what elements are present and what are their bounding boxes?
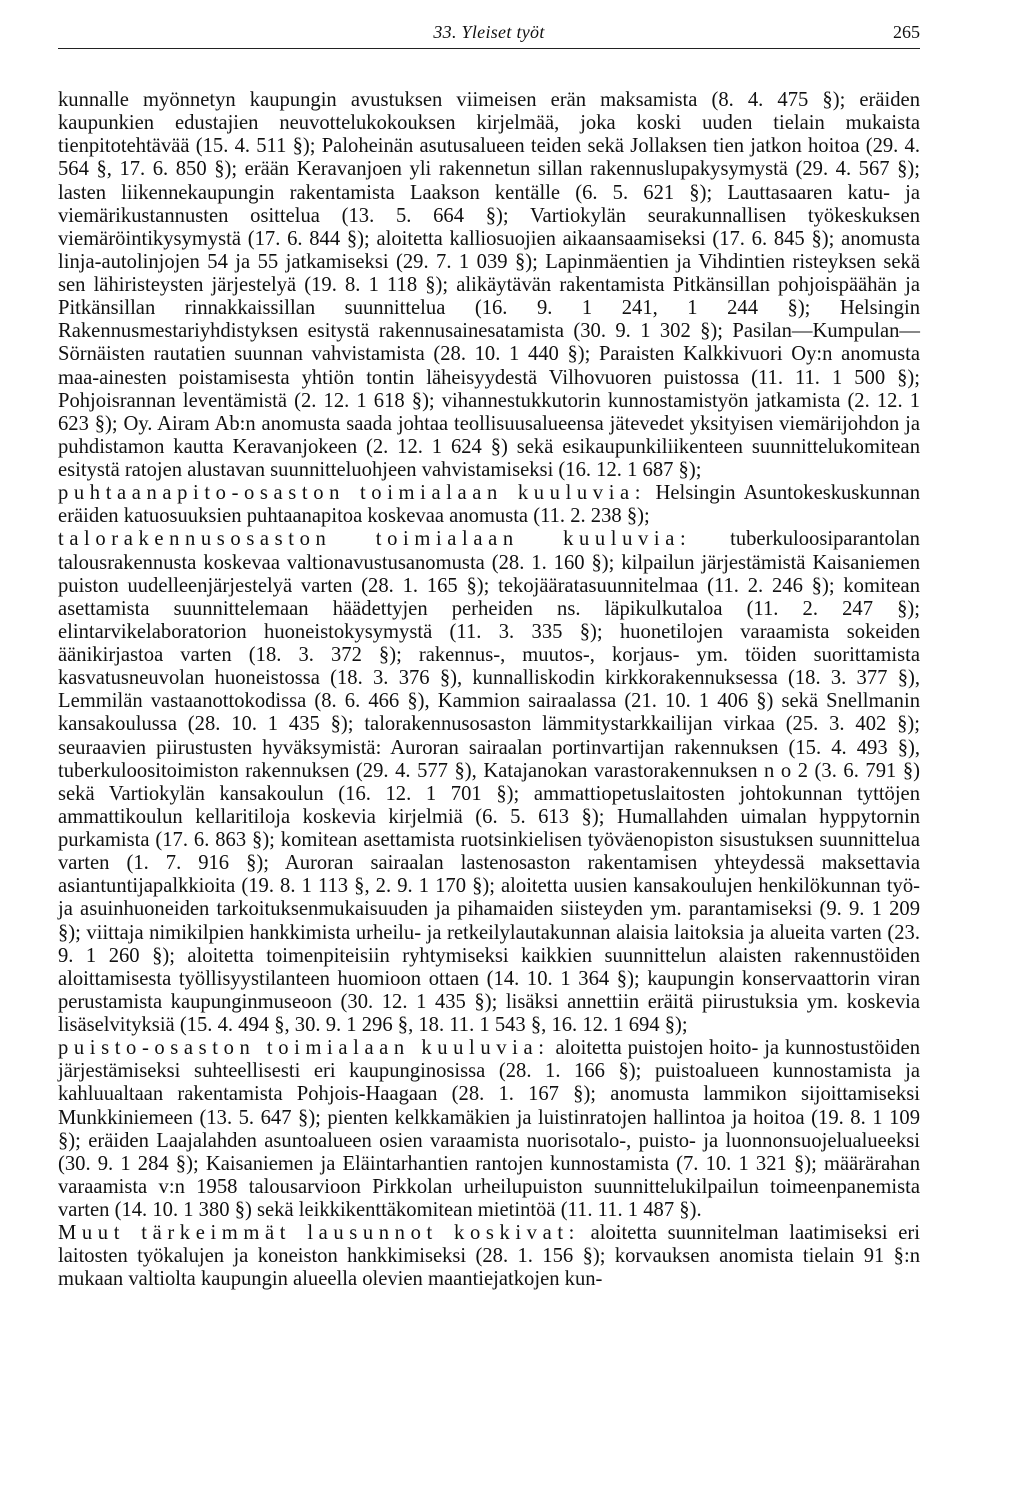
running-header: [58, 18, 920, 49]
section-lead: puhtaanapito-osaston toimialaan kuuluvia:: [58, 482, 647, 505]
document-page: [58, 18, 920, 1292]
paragraph-text: aloitetta puistojen hoito- ja kunnostustöiden järjestämiseksi suhteellisesti eri kaupunginosissa (28. 1. 166 §); puistoalueen kunnostamista ja kahluualtaan rakentamista Pohjois-Haagaan (28. 1. 167 §); anomusta lammikon sijoittamiseksi Munkkiniemeen (13. 5. 647 §); pienten kelkkamäkien ja luistinratojen hallintoa ja hoitoa (19. 8. 1 109 §); eräiden Laajalahden asuntoalueen osien varaamista nuorisotalo-, puisto- ja luonnonsuojelualueeksi (30. 9. 1 284 §); Kaisaniemen ja Eläintarhantien rantojen kunnostamista (7. 10. 1 321 §); määrärahan varaamista v:n 1958 talousarvioon Pirkkolan urheilupuiston suunnittelukilpailun toimeenpanemista varten (14. 10. 1 380 §) sekä leikkikenttäkomitean mietintöä (11. 11. 1 487 §).: [58, 1037, 920, 1221]
paragraph-1: [58, 89, 920, 482]
section-lead: talorakennusosaston toimialaan kuuluvia:: [58, 528, 692, 551]
paragraph-text: kunnalle myönnetyn kaupungin avustuksen viimeisen erän maksamista (8. 4. 475 §); eräiden kaupunkien edustajien neuvottelukokouksen kirjelmää, joka koski uuden tielain mukaista tienpitotehtävää (15. 4. 511 §); Paloheinän asutusalueen teiden sekä Jollaksen tien jatkon hoitoa (29. 4. 564 §, 17. 6. 850 §); erään Keravanjoen yli rakennetun sillan rakennuslupakysymystä (29. 4. 567 §); lasten liikennekaupungin rakentamista Laakson kentälle (6. 5. 621 §); Lauttasaaren katu- ja viemärikustannusten osittelua (13. 5. 664 §); Vartiokylän seurakunnallisen työkeskuksen viemäröintikysymystä (17. 6. 844 §); aloitetta kalliosuojien aikaansaamiseksi (17. 6. 845 §); anomusta linja-autolinjojen 54 ja 55 jatkamiseksi (29. 7. 1 039 §); Lapinmäentien ja Vihdintien risteyksen sekä sen lähiristeysten järjestelyä (19. 8. 1 118 §); alikäytävän rakentamista Pitkänsillan pohjoispäähän ja Pitkänsillan rinnakkaissillan suunnittelua (16. 9. 1 241, 1 244 §); Helsingin Rakennusmestariyhdistyksen esitystä rakennusainesatamista (30. 9. 1 302 §); Pasilan—Kumpulan—Sörnäisten rautatien suunnan vahvistamista (28. 10. 1 440 §); Paraisten Kalkkivuori Oy:n anomusta maa-ainesten poistamisesta yhtiön tontin läheisyydestä Vilhovuoren puistossa (11. 11. 1 500 §); Pohjoisrannan leventämistä (2. 12. 1 618 §); vihannestukkutorin kunnostamistyön jatkamista (2. 12. 1 623 §); Oy. Airam Ab:n anomusta saada johtaa teollisuusalueensa jätevedet yksityisen viemärijohdon ja puhdistamon kautta Keravanjokeen (2. 12. 1 624 §) sekä esikaupunkiliikenteen suunnittelukomitean esitystä ratojen alustavan suunnitteluohjeen vahvistamiseksi (16. 12. 1 687 §);: [58, 89, 920, 481]
paragraph-4: [58, 1037, 920, 1222]
paragraph-text: Helsingin Asuntokeskuskunnan eräiden katuosuuksien puhtaanapitoa koskevaa anomusta (11. 2. 238 §);: [58, 482, 920, 528]
paragraph-text: aloitetta suunnitelman laatimiseksi eri laitosten työkalujen ja koneiston hankkimiseksi (28. 1. 156 §); korvauksen anomista tielain 91 §:n mukaan valtiolta kaupungin alueella olevien maantiejatkojen kun-: [58, 1222, 920, 1291]
paragraph-3: [58, 528, 920, 1037]
section-lead: puisto-osaston toimialaan kuuluvia:: [58, 1037, 550, 1060]
paragraph-5: [58, 1222, 920, 1291]
paragraph-2: [58, 482, 920, 528]
chapter-title: 33. Yleiset työt: [433, 22, 545, 42]
section-lead: Muut tärkeimmät lausunnot koskivat:: [58, 1222, 580, 1245]
page-number: 265: [893, 22, 920, 42]
paragraph-text: tuberkuloosiparantolan talousrakennusta koskevaa valtionavustusanomusta (28. 1. 160 §); kilpailun järjestämistä Kaisaniemen puiston uudelleenjärjestelyä varten (28. 1. 165 §); tekojääratasuunnitelmaa (11. 2. 246 §); komitean asettamista suunnittelemaan häädettyjen perheiden ns. läpikulkutaloa (11. 2. 247 §); elintarvikelaboratorion huoneistokysymystä (11. 3. 335 §); huonetilojen varaamista sokeiden äänikirjastoa varten (18. 3. 372 §); rakennus-, muutos-, korjaus- ym. töiden suorittamista kasvatusneuvolan huoneistossa (18. 3. 376 §), kunnalliskodin kirkkorakennuksessa (18. 3. 377 §), Lemmilän vastaanottokodissa (8. 6. 466 §), Kammion sairaalassa (21. 10. 1 406 §) sekä Snellmanin kansakoulussa (28. 10. 1 435 §); talorakennusosaston lämmitystarkkailijan virkaa (25. 3. 402 §); seuraavien piirustusten hyväksymistä: Auroran sairaalan portinvartijan rakennuksen (15. 4. 493 §), tuberkuloositoimiston rakennuksen (29. 4. 577 §), Katajanokan varastorakennuksen n o 2 (3. 6. 791 §) sekä Vartiokylän kansakoulun (16. 12. 1 701 §); ammattiopetuslaitosten johtokunnan tyttöjen ammattikoulun kellaritiloja koskevia kirjelmiä (6. 5. 613 §); Humallahden uimalan hyppytornin purkamista (17. 6. 863 §); komitean asettamista ruotsinkielisen työväenopiston sisustuksen suunnittelua varten (1. 7. 916 §); Auroran sairaalan lastenosaston rakentamisen yhteydessä maksettavia asiantuntijapalkkioita (19. 8. 1 113 §, 2. 9. 1 170 §); aloitetta uusien kansakoulujen henkilökunnan työ- ja asuinhuoneiden tarkoituksenmukaisuuden ja pihamaiden siisteyden ym. parantamiseksi (9. 9. 1 209 §); viittaja nimikilpien hankkimista urheilu- ja retkeilylautakunnan alaisia laitoksia ja alueita varten (23. 9. 1 260 §); aloitetta toimenpiteisiin ryhtymiseksi kaikkien suunnittelun alaisten rakennustöiden aloittamisesta työllisyystilanteen huomioon ottaen (14. 10. 1 364 §); kaupungin konservaattorin viran perustamista kaupunginmuseoon (30. 12. 1 435 §); lisäksi annettiin eräitä piirustuksia ym. koskevia lisäselvityksiä (15. 4. 494 §, 30. 9. 1 296 §, 18. 11. 1 543 §, 16. 12. 1 694 §);: [58, 528, 920, 1036]
document-body: [58, 89, 920, 1292]
